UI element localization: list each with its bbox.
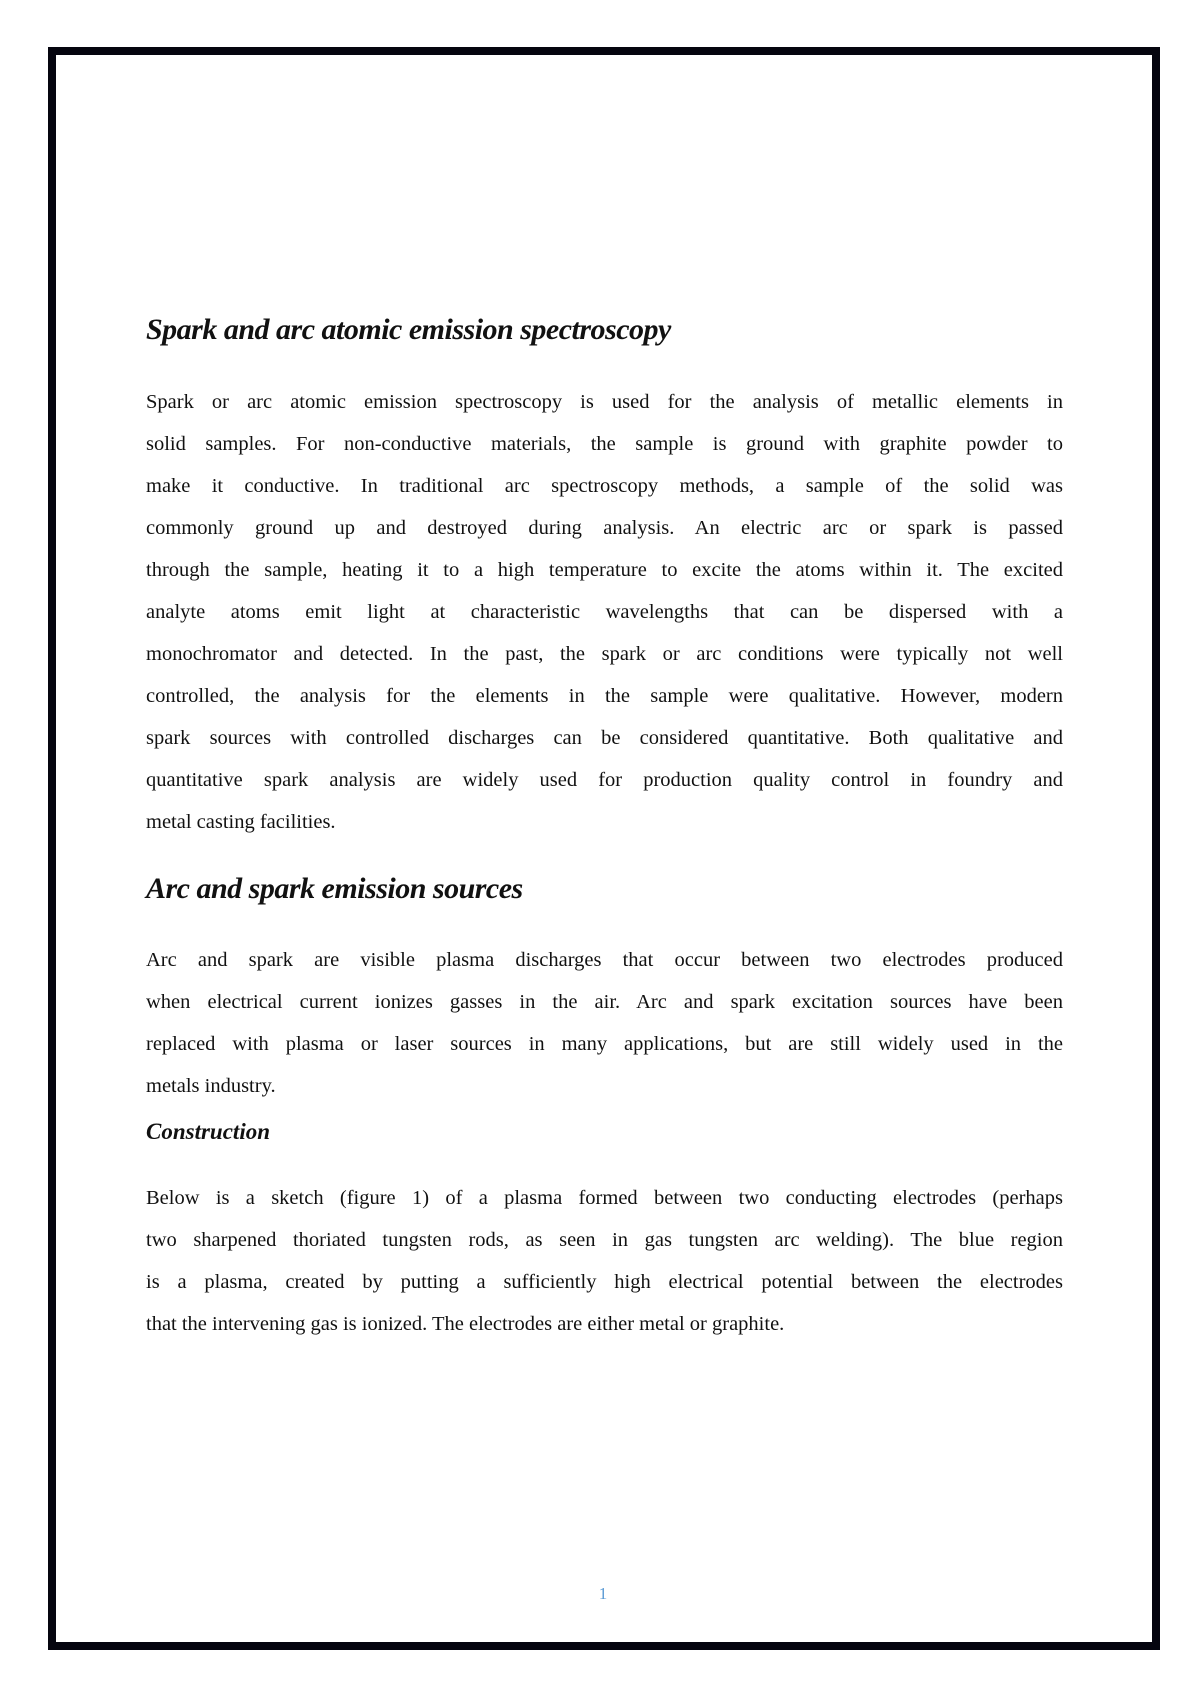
text-line: replaced with plasma or laser sources in many applications, but are still widely used in the	[146, 1033, 1063, 1055]
page-number: 1	[598, 1584, 608, 1603]
text-line: metal casting facilities.	[146, 811, 336, 833]
text-line: controlled, the analysis for the elements in the sample were qualitative. However, modern	[146, 685, 1063, 707]
heading-emission-sources: Arc and spark emission sources	[146, 872, 523, 905]
text-line: commonly ground up and destroyed during analysis. An electric arc or spark is passed	[146, 517, 1063, 539]
text-line: is a plasma, created by putting a sufficiently high electrical potential between the electrodes	[146, 1271, 1063, 1293]
text-line: analyte atoms emit light at characteristic wavelengths that can be dispersed with a	[146, 601, 1063, 623]
paragraph-construction	[146, 1177, 1063, 1345]
text-line: two sharpened thoriated tungsten rods, as seen in gas tungsten arc welding). The blue region	[146, 1229, 1063, 1251]
text-line: that the intervening gas is ionized. The electrodes are either metal or graphite.	[146, 1313, 785, 1335]
text-line: solid samples. For non-conductive materials, the sample is ground with graphite powder to	[146, 433, 1063, 455]
text-line: Arc and spark are visible plasma discharges that occur between two electrodes produced	[146, 949, 1063, 971]
text-line: Below is a sketch (figure 1) of a plasma formed between two conducting electrodes (perhaps	[146, 1187, 1063, 1209]
text-line: make it conductive. In traditional arc spectroscopy methods, a sample of the solid was	[146, 475, 1063, 497]
text-line: spark sources with controlled discharges can be considered quantitative. Both qualitative and	[146, 727, 1063, 749]
heading-spark-arc-aes: Spark and arc atomic emission spectroscopy	[146, 313, 671, 346]
text-line: monochromator and detected. In the past, the spark or arc conditions were typically not well	[146, 643, 1063, 665]
paragraph-intro	[146, 381, 1063, 843]
text-line: Spark or arc atomic emission spectroscopy is used for the analysis of metallic elements in	[146, 391, 1063, 413]
text-line: through the sample, heating it to a high temperature to excite the atoms within it. The excited	[146, 559, 1063, 581]
paragraph-sources	[146, 939, 1063, 1107]
text-line: metals industry.	[146, 1075, 276, 1097]
text-line: when electrical current ionizes gasses in the air. Arc and spark excitation sources have been	[146, 991, 1063, 1013]
text-line: quantitative spark analysis are widely used for production quality control in foundry and	[146, 769, 1063, 791]
heading-construction: Construction	[146, 1119, 270, 1144]
page-border	[48, 47, 1160, 1650]
